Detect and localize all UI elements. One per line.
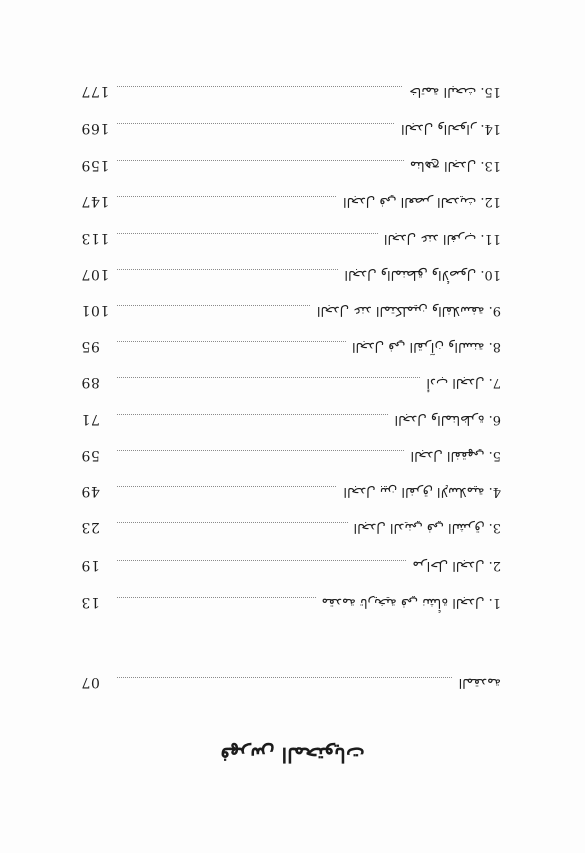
entry-page-number: 89 bbox=[81, 374, 100, 390]
entry-page-number: 71 bbox=[81, 411, 100, 427]
list-item bbox=[81, 263, 501, 285]
list-item bbox=[81, 227, 501, 249]
entry-page-number: 07 bbox=[81, 674, 100, 690]
entry-title: 10. الجدل والمنطق والأصول bbox=[338, 263, 501, 285]
entry-title: 12. الجدل في العصر الحديث bbox=[337, 190, 501, 212]
list-item bbox=[81, 335, 501, 357]
entry-title: 9. الجدل عند المتكلمين والفلاسفة bbox=[311, 299, 501, 321]
entry-title: المقدمة bbox=[453, 671, 501, 693]
list-item bbox=[81, 554, 501, 576]
list-item bbox=[81, 516, 501, 538]
entry-title: 2. مراحل الجدل bbox=[406, 554, 501, 576]
list-item bbox=[81, 117, 501, 139]
entry-page-number: 113 bbox=[81, 230, 110, 246]
entry-title: 3. الجدل الديني في الشرق bbox=[348, 516, 501, 538]
entry-page-number: 49 bbox=[81, 483, 100, 499]
entry-page-number: 169 bbox=[81, 120, 110, 136]
list-item bbox=[81, 80, 501, 102]
list-item bbox=[81, 480, 501, 502]
entry-title: 6. الجدل والمناظرة bbox=[389, 408, 502, 430]
list-item bbox=[81, 408, 501, 430]
entry-title: 14. الجدل والحوار bbox=[395, 117, 501, 139]
entry-page-number: 177 bbox=[81, 83, 110, 99]
entry-page-number: 107 bbox=[81, 266, 110, 282]
list-item bbox=[81, 154, 501, 176]
entry-title: 4. الجدل بين الفرق الإسلامية bbox=[337, 480, 501, 502]
list-item bbox=[81, 371, 501, 393]
entry-page-number: 101 bbox=[81, 302, 110, 318]
entry-title: 13. مناهج الجدل bbox=[404, 154, 501, 176]
list-item bbox=[81, 299, 501, 321]
entry-page-number: 59 bbox=[81, 447, 100, 463]
entry-title: 8. الجدل في القرآن والسنة bbox=[346, 335, 501, 357]
list-item bbox=[81, 190, 501, 212]
entry-title: 1. مقدمة تاريخية في نشأة الجدل bbox=[316, 591, 501, 613]
entry-page-number: 147 bbox=[81, 193, 110, 209]
entry-title: 5. الجدل الفقهي bbox=[405, 444, 501, 466]
list-item bbox=[81, 444, 501, 466]
entry-title: 7. أدب الجدل bbox=[420, 371, 501, 393]
entry-page-number: 23 bbox=[81, 519, 100, 535]
entry-title: 15. خاتمة البحث bbox=[403, 80, 501, 102]
page-title: فهرس المحتويات bbox=[220, 743, 365, 767]
list-item bbox=[81, 671, 501, 693]
entry-page-number: 159 bbox=[81, 157, 110, 173]
entry-page-number: 95 bbox=[81, 338, 100, 354]
entry-title: 11. الجدل عند الغرب bbox=[378, 227, 501, 249]
dot-leader bbox=[117, 677, 501, 678]
entry-page-number: 13 bbox=[81, 594, 100, 610]
list-item bbox=[81, 591, 501, 613]
entry-page-number: 19 bbox=[81, 557, 100, 573]
